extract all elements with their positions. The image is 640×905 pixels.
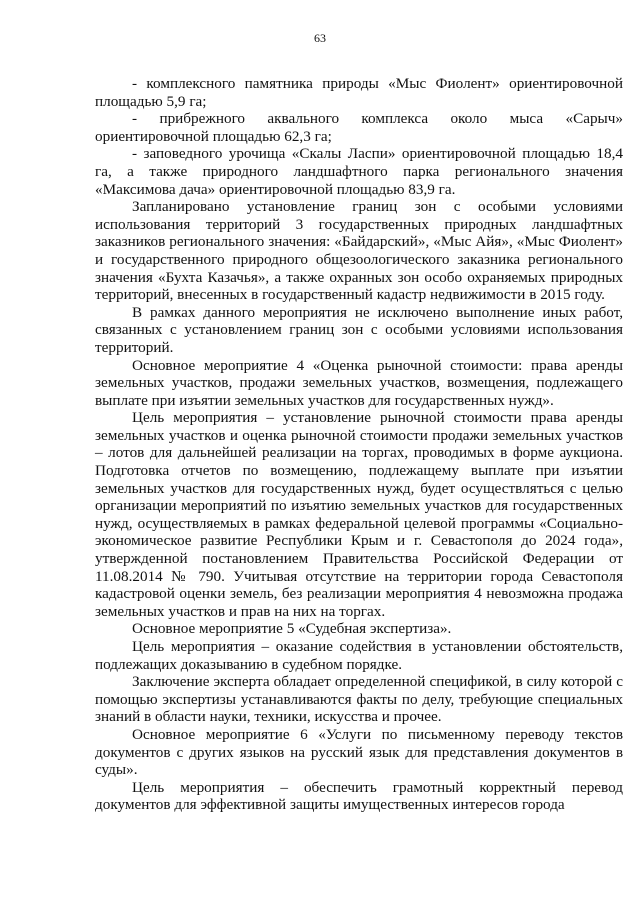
paragraph: В рамках данного мероприятия не исключено выполнение иных работ, связанных с установлением границ зон с особыми условиями использования территорий. [95, 303, 623, 356]
paragraph: - комплексного памятника природы «Мыс Фиолент» ориентировочной площадью 5,9 га; [95, 75, 623, 110]
paragraph: Запланировано установление границ зон с особыми условиями использования территорий 3 государственных природных ландшафтных заказников регионального значения: «Байдарский», «Мыс Айя», «Мыс Фиолент» и государственного природного общезоологического заказника регионального значения «Бухта Казачья», а также охранных зон особо охраняемых природных территорий, внесенных в государственный кадастр недвижимости в 2015 году. [95, 198, 623, 304]
body-text [95, 75, 623, 814]
paragraph: - прибрежного аквального комплекса около мыса «Сарыч» ориентировочной площадью 62,3 га; [95, 110, 623, 145]
paragraph: Цель мероприятия – установление рыночной стоимости права аренды земельных участков и оценка рыночной стоимости продажи земельных участков – лотов для дальнейшей реализации на торгах, проводимых в форме аукциона. Подготовка отчетов по возмещению, подлежащему выплате при изъятии земельных участков для государственных нужд, будет осуществляться с целью организации мероприятий по изъятию земельных участков для государственных нужд, осуществляемых в рамках федеральной целевой программы «Социально-экономическое развитие Республики Крым и г. Севастополя до 2024 года», утвержденной постановлением Правительства Российской Федерации от 11.08.2014 № 790. Учитывая отсутствие на территории города Севастополя кадастровой оценки земель, без реализации мероприятия 4 невозможна продажа земельных участков и прав на них на торгах. [95, 409, 623, 620]
paragraph: Основное мероприятие 6 «Услуги по письменному переводу текстов документов с других языков на русский язык для представления документов в суды». [95, 725, 623, 779]
paragraph: Заключение эксперта обладает определенной спецификой, в силу которой с помощью экспертизы устанавливаются факты по делу, требующие специальных знаний в области науки, техники, искусства и прочее. [95, 673, 623, 726]
paragraph: Основное мероприятие 5 «Судебная экспертиза». [132, 620, 452, 638]
page-number: 63 [314, 31, 326, 45]
paragraph: Цель мероприятия – оказание содействия в установлении обстоятельств, подлежащих доказыванию в судебном порядке. [95, 638, 623, 673]
paragraph: Основное мероприятие 4 «Оценка рыночной стоимости: права аренды земельных участков, продажи земельных участков, возмещения, подлежащего выплате при изъятии земельных участков для государственных нужд». [95, 356, 623, 409]
paragraph: - заповедного урочища «Скалы Ласпи» ориентировочной площадью 18,4 га, а также природного ландшафтного парка регионального значения «Максимова дача» ориентировочной площадью 83,9 га. [95, 145, 623, 198]
paragraph: Цель мероприятия – обеспечить грамотный корректный перевод документов для эффективной защиты имущественных интересов города [95, 778, 623, 814]
